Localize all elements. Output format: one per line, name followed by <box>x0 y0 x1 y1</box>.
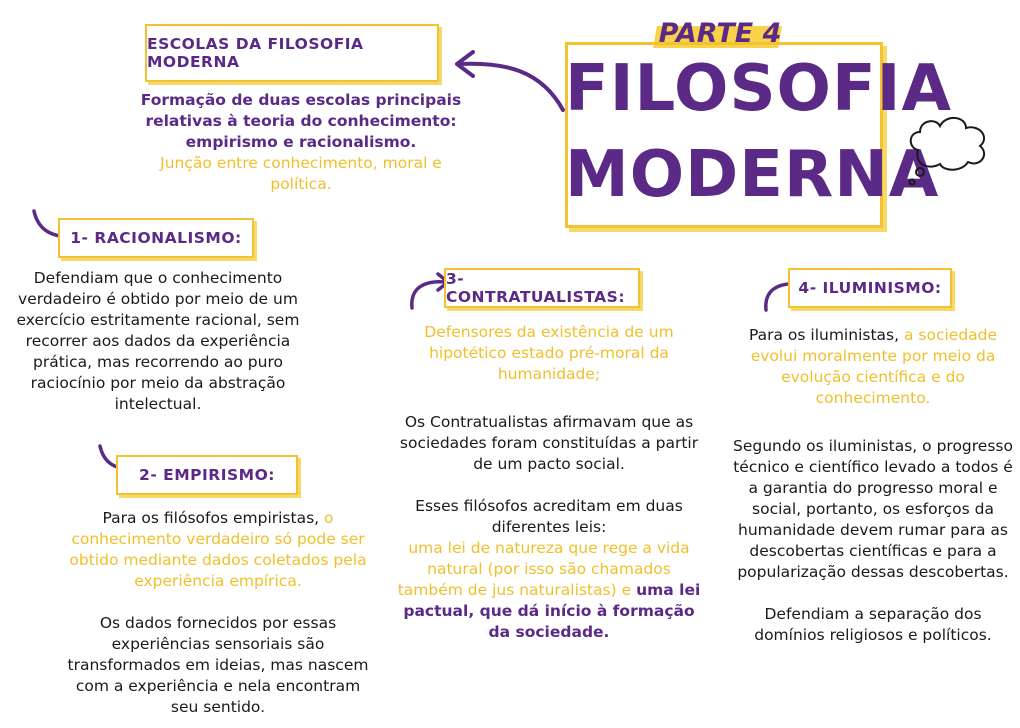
contratualistas-text-4-yellow: uma lei de natureza que rege a vida natural (por isso são chamados também de jus naturalistas) <box>397 539 690 599</box>
part-label: PARTE 4 <box>658 18 782 49</box>
page-title-line1: FILOSOFIA <box>565 52 952 126</box>
thought-bubble-icon <box>900 110 1000 190</box>
iluminismo-text <box>728 325 1018 646</box>
page-title-line2: MODERNA <box>565 138 940 212</box>
racionalismo-label: 1- RACIONALISMO: <box>58 218 254 258</box>
iluminismo-text-black: Para os iluministas, <box>748 326 900 344</box>
contratualistas-text-yellow: Defensores da existência de um hipotético estado pré-moral da humanidade; <box>424 323 674 383</box>
schools-text-purple: Formação de duas escolas principais relativas à teoria do conhecimento: empirismo e racionalismo. <box>140 91 462 151</box>
contratualistas-label: 3- CONTRATUALISTAS: <box>444 268 640 308</box>
empirismo-label: 2- EMPIRISMO: <box>116 455 298 495</box>
iluminismo-text-yellow: a sociedade evolui moralmente por meio da evolução científica e do conhecimento. <box>750 326 998 407</box>
iluminismo-text-2: Segundo os iluministas, o progresso técnico e científico levado a todos é a garantia do progresso moral e social, portanto, os esforços da humanidade devem rumar para as descobertas científicas e para a popularização dessas descobertas. <box>733 437 1013 581</box>
contratualistas-text-4-purple: uma lei pactual, que dá início à formação da sociedade. <box>403 581 701 641</box>
contratualistas-text <box>395 322 703 643</box>
empirismo-text-yellow: o conhecimento verdadeiro só pode ser obtido mediante dados coletados pela experiência empírica. <box>69 509 367 590</box>
curved-arrow-icon <box>445 40 575 120</box>
contratualistas-text-3: Esses filósofos acreditam em duas diferentes leis: <box>415 497 683 536</box>
contratualistas-text-2: Os Contratualistas afirmavam que as sociedades foram constituídas a partir de um pacto social. <box>399 413 699 473</box>
empirismo-text-2: Os dados fornecidos por essas experiências sensoriais são transformados em ideias, mas nascem com a experiência e nela encontram seu sentido. <box>67 614 369 716</box>
schools-description <box>140 90 462 195</box>
schools-title: ESCOLAS DA FILOSOFIA MODERNA <box>145 24 439 82</box>
racionalismo-text: Defendiam que o conhecimento verdadeiro é obtido por meio de um exercício estritamente racional, sem recorrer aos dados da experiência prática, mas recorrendo ao puro raciocínio por meio da abstração intelectual. <box>16 269 300 413</box>
contratualistas-text-4-and: e <box>621 581 632 599</box>
iluminismo-label: 4- ILUMINISMO: <box>788 268 952 308</box>
schools-text-yellow: Junção entre conhecimento, moral e política. <box>160 154 442 193</box>
empirismo-text-black: Para os filósofos empiristas, <box>102 509 320 527</box>
iluminismo-text-3: Defendiam a separação dos domínios religiosos e políticos. <box>754 605 992 644</box>
empirismo-text <box>60 508 376 718</box>
